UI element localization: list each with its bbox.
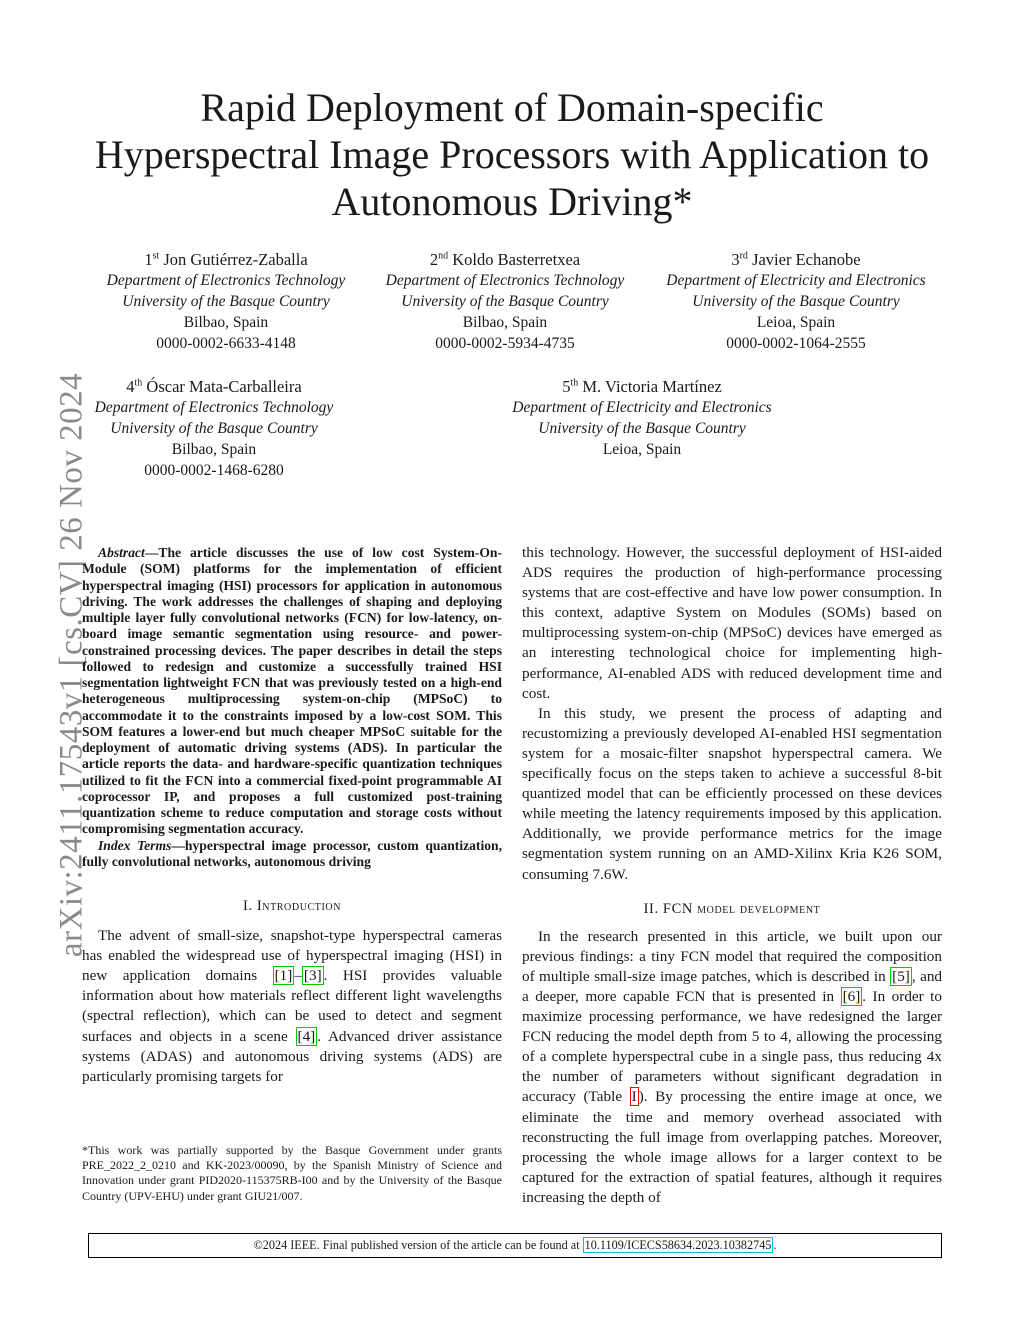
doi-link[interactable]: 10.1109/ICECS58634.2023.10382745 (584, 1238, 772, 1252)
right-column (522, 543, 942, 1208)
author-3 (648, 249, 944, 354)
author-department: Department of Electronics Technology (94, 399, 334, 416)
author-orcid: 0000-0002-1468-6280 (144, 462, 284, 479)
author-department: Department of Electricity and Electronics (512, 399, 772, 416)
abstract-text: —The article discusses the use of low cost System-On-Module (SOM) platforms for the implementation of efficient hyperspectral imaging (HSI) processors for application in autonomous driving. The work addresses the challenges of shaping and deploying multiple layer fully convolutional networks (FCN) for low-latency, on-board image semantic segmentation using resource- and power-constrained processing devices. The paper describes in detail the steps followed to redesign and customize a successfully trained HSI segmentation lightweight FCN that was previously tested on a high-end heterogeneous multiprocessing system-on-chip (MPSoC) to accommodate it to the constraints imposed by a low-cost SOM. This SOM features a lower-end but much cheaper MPSoC suitable for the deployment of automatic driving systems (ADS). In particular the article reports the data- and hardware-specific quantization techniques utilized to fit the FCN into a commercial fixed-point programmable AI coprocessor IP, and proposes a full customized post-training quantization scheme to reduce computation and storage costs without compromising segmentation accuracy. (82, 545, 502, 837)
intro-paragraph: The advent of small-size, snapshot-type hyperspectral cameras has enabled the widespread use of hyperspectral imaging (HSI) in new application domains [1] – [3] . HSI provides valuable information about how materials reflect different light wavelengths (spectral reflection), which can be used to detect and segment surfaces and objects in a scene [4] . Advanced driver assistance systems (ADAS) and autonomous driving systems (ADS) are particularly promising targets for (82, 927, 503, 1085)
author-orcid: 0000-0002-1064-2555 (726, 335, 866, 352)
author-name: 2nd Koldo Basterretxea (429, 250, 581, 269)
index-terms-text: —hyperspectral image processor, custom quantization, fully convolutional networks, autonomous driving (82, 837, 502, 869)
index-terms (82, 838, 502, 871)
author-1 (90, 249, 362, 354)
author-name: 5th M. Victoria Martínez (562, 377, 722, 396)
author-university: University of the Basque Country (692, 293, 900, 310)
author-department: Department of Electronics Technology (385, 272, 625, 289)
author-university: University of the Basque Country (538, 420, 746, 437)
author-name: 1st Jon Gutiérrez-Zaballa (144, 250, 308, 269)
author-city: Bilbao, Spain (171, 441, 257, 458)
body-paragraph: In the research presented in this article, we built upon our previous findings: a tiny FCN model that required the composition of multiple small-size image patches, which is described in [5] , and a deeper, more capable FCN that is presented in [6] . In order to maximize processing performance, we have redesigned the larger FCN reducing the model depth from 5 to 4, allowing the processing of a complete hyperspectral cube in a single pass, thus reducing 4x the number of parameters without significant degradation in accuracy (Table I ). By processing the entire image at once, we eliminate the time and memory overhead associated with reconstructing the full image from overlapping patches. Moreover, processing the whole image allows for a larger context to be captured for the extraction of spatial features, although it requires increasing the depth of (522, 927, 943, 1206)
copyright-banner: ©2024 IEEE. Final published version of the article can be found at 10.1109/ICECS58634.2023.10382745 . (88, 1233, 942, 1258)
section-heading-fcn: II. FCN model development (643, 900, 821, 917)
citation-link[interactable]: [4] (297, 1027, 316, 1045)
footnote: *This work was partially supported by the Basque Government under grants PRE_2022_2_0210 and KK-2023/00090, by the Spanish Ministry of Science and Innovation under grant PID2020-115375RB-I00 and by the University of the Basque Country (UPV-EHU) under grant GIU21/007. (82, 1143, 502, 1203)
table-reference-link[interactable]: I (631, 1088, 637, 1106)
title-line-3: Autonomous Driving* (331, 179, 693, 224)
author-5 (494, 376, 790, 460)
abstract (82, 545, 502, 838)
index-terms-label: Index Terms (98, 837, 172, 853)
author-university: University of the Basque Country (122, 293, 330, 310)
title-line-2: Hyperspectral Image Processors with Application to (94, 132, 930, 177)
author-city: Leioa, Spain (602, 441, 682, 458)
citation-link[interactable]: [6] (842, 987, 861, 1005)
author-4 (78, 376, 350, 481)
author-orcid: 0000-0002-6633-4148 (156, 335, 296, 352)
author-university: University of the Basque Country (401, 293, 609, 310)
author-name: 4th Óscar Mata-Carballeira (126, 377, 302, 396)
author-city: Leioa, Spain (756, 314, 836, 331)
section-heading-introduction: I. Introduction (242, 898, 342, 914)
author-orcid: 0000-0002-5934-4735 (435, 335, 575, 352)
author-city: Bilbao, Spain (462, 314, 548, 331)
citation-link[interactable]: [3] (303, 967, 322, 985)
title-line-1: Rapid Deployment of Domain-specific (200, 85, 824, 130)
citation-link[interactable]: [5] (892, 967, 910, 985)
left-column (82, 545, 502, 1087)
author-department: Department of Electronics Technology (106, 272, 346, 289)
body-paragraph: this technology. However, the successful deployment of HSI-aided ADS requires the production of high-performance processing systems that are cost-effective and have low power consumption. In this context, adaptive System on Modules (SOMs) based on multiprocessing system-on-chip (MPSoC) devices have emerged as an interesting technological choice for implementing high-performance, AI-enabled ADS with reduced development time and cost. (522, 544, 942, 702)
paper-title (60, 84, 964, 225)
author-2 (369, 249, 641, 354)
author-department: Department of Electricity and Electronics (666, 272, 926, 289)
body-paragraph: In this study, we present the process of adapting and recustomizing a previously developed AI-enabled HSI segmentation system for a mosaic-filter snapshot hyperspectral camera. We specifically focus on the steps taken to achieve a successful 8-bit quantized model that can be efficiently processed on these devices while meeting the latency requirements imposed by this application. Additionally, we provide performance metrics for the image segmentation system running on an AMD-Xilinx Kria K26 SOM, consuming 7.6W. (522, 704, 942, 883)
arxiv-stamp: arXiv:2411.17543v1 [cs.CV] 26 Nov 2024 (53, 372, 90, 958)
author-university: University of the Basque Country (110, 420, 318, 437)
citation-link[interactable]: [1] (274, 967, 293, 985)
author-city: Bilbao, Spain (183, 314, 269, 331)
abstract-label: Abstract (98, 545, 145, 560)
author-name: 3rd Javier Echanobe (731, 250, 861, 269)
